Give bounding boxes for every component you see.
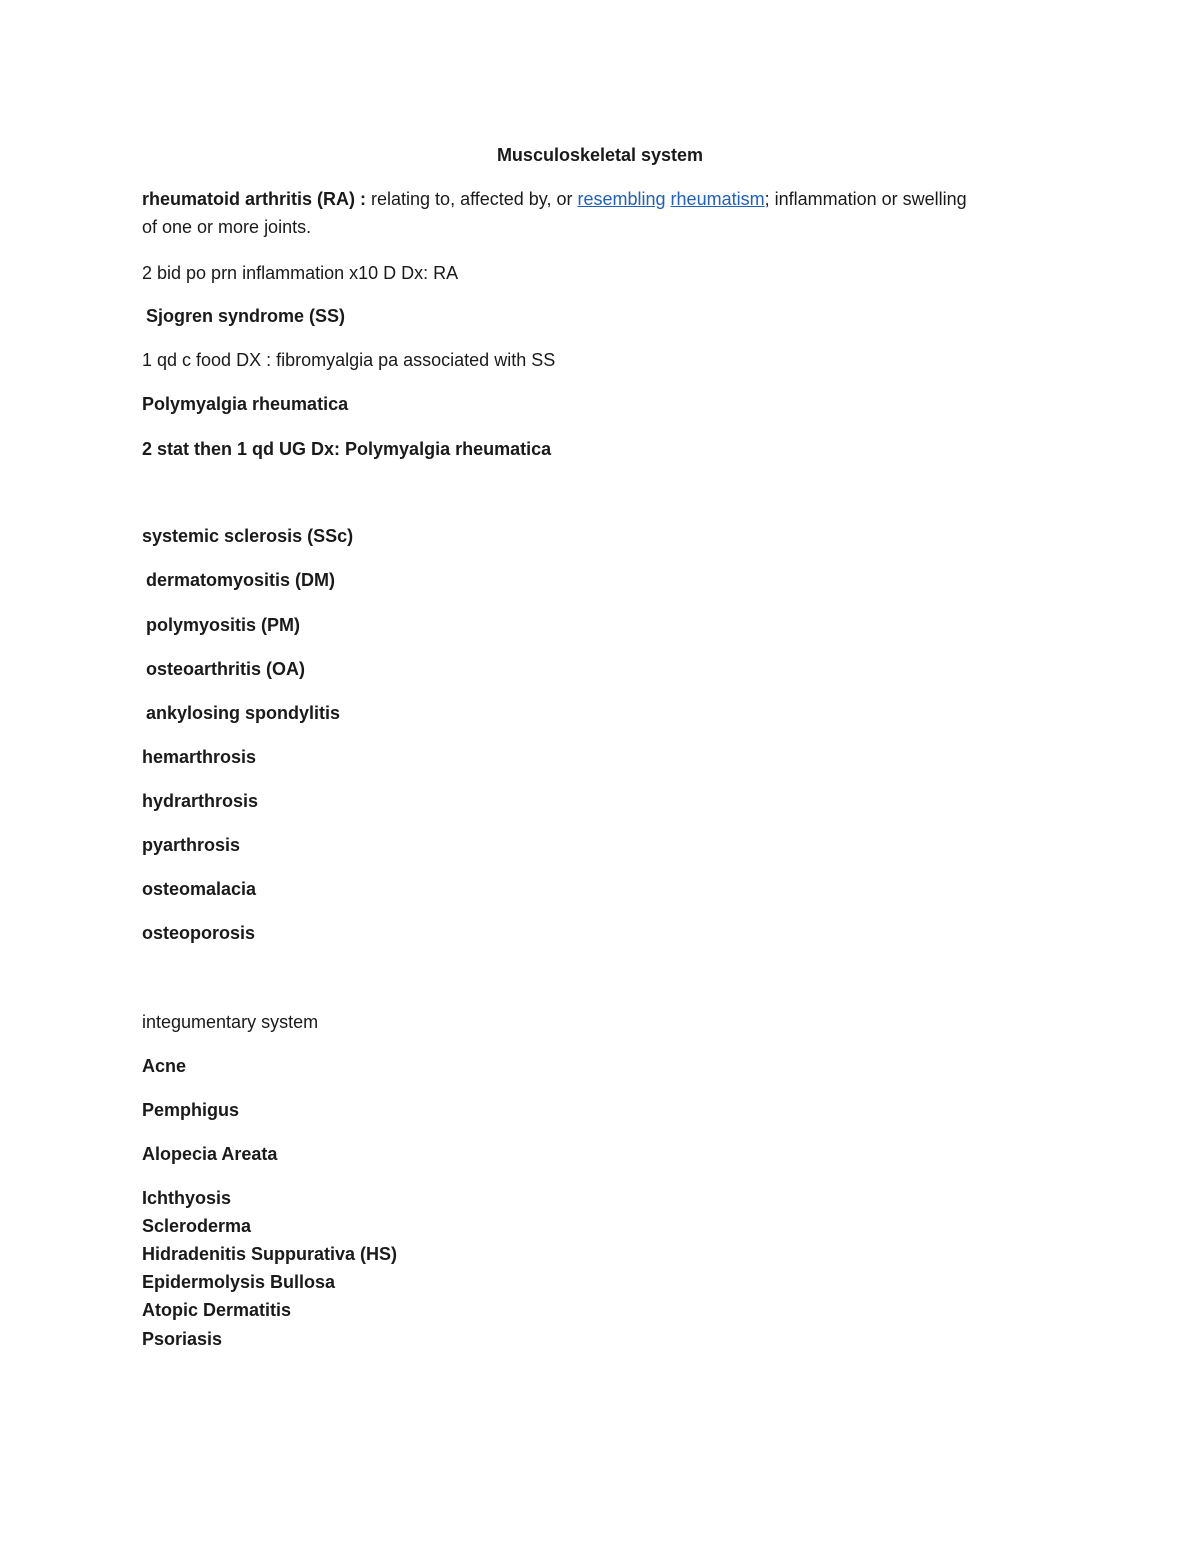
term-psoriasis: Psoriasis (142, 1329, 223, 1349)
resembling-link[interactable]: resembling (577, 189, 666, 209)
rx-ra: 2 bid po prn inflammation x10 D Dx: RA (142, 263, 459, 283)
rx-pmr: 2 stat then 1 qd UG Dx: Polymyalgia rheumatica (142, 439, 552, 459)
ra-def-part-b: ; inflammation or swelling (764, 189, 967, 209)
term-dm: dermatomyositis (DM) (146, 570, 336, 590)
term-as: ankylosing spondylitis (146, 703, 341, 723)
ra-def-part-a: relating to, affected by, or (366, 189, 578, 209)
term-alopecia-areata: Alopecia Areata (142, 1144, 278, 1164)
term-osteomalacia: osteomalacia (142, 879, 257, 899)
term-pyarthrosis: pyarthrosis (142, 835, 241, 855)
pmr-heading: Polymyalgia rheumatica (142, 394, 349, 414)
page-title: Musculoskeletal system (496, 145, 704, 165)
sjogren-heading: Sjogren syndrome (SS) (146, 306, 346, 326)
term-scleroderma: Scleroderma (142, 1216, 252, 1236)
ra-definition-line-1 (142, 185, 967, 213)
term-hidradenitis: Hidradenitis Suppurativa (HS) (142, 1244, 398, 1264)
rheumatism-link[interactable]: rheumatism (670, 189, 765, 209)
term-pm: polymyositis (PM) (146, 615, 301, 635)
term-pemphigus: Pemphigus (142, 1100, 240, 1120)
rx-sjogren: 1 qd c food DX : fibromyalgia pa associated with SS (142, 350, 556, 370)
ra-definition-line-2: of one or more joints. (142, 217, 312, 237)
term-ichthyosis: Ichthyosis (142, 1188, 232, 1208)
term-hydrarthrosis: hydrarthrosis (142, 791, 259, 811)
term-oa: osteoarthritis (OA) (146, 659, 306, 679)
term-ssc: systemic sclerosis (SSc) (142, 526, 354, 546)
term-atopic-dermatitis: Atopic Dermatitis (142, 1300, 292, 1320)
term-hemarthrosis: hemarthrosis (142, 747, 257, 767)
term-epidermolysis-bullosa: Epidermolysis Bullosa (142, 1272, 336, 1292)
term-osteoporosis: osteoporosis (142, 923, 256, 943)
integumentary-heading: integumentary system (142, 1012, 319, 1032)
ra-term: rheumatoid arthritis (RA) : (142, 189, 367, 209)
term-acne: Acne (142, 1056, 187, 1076)
